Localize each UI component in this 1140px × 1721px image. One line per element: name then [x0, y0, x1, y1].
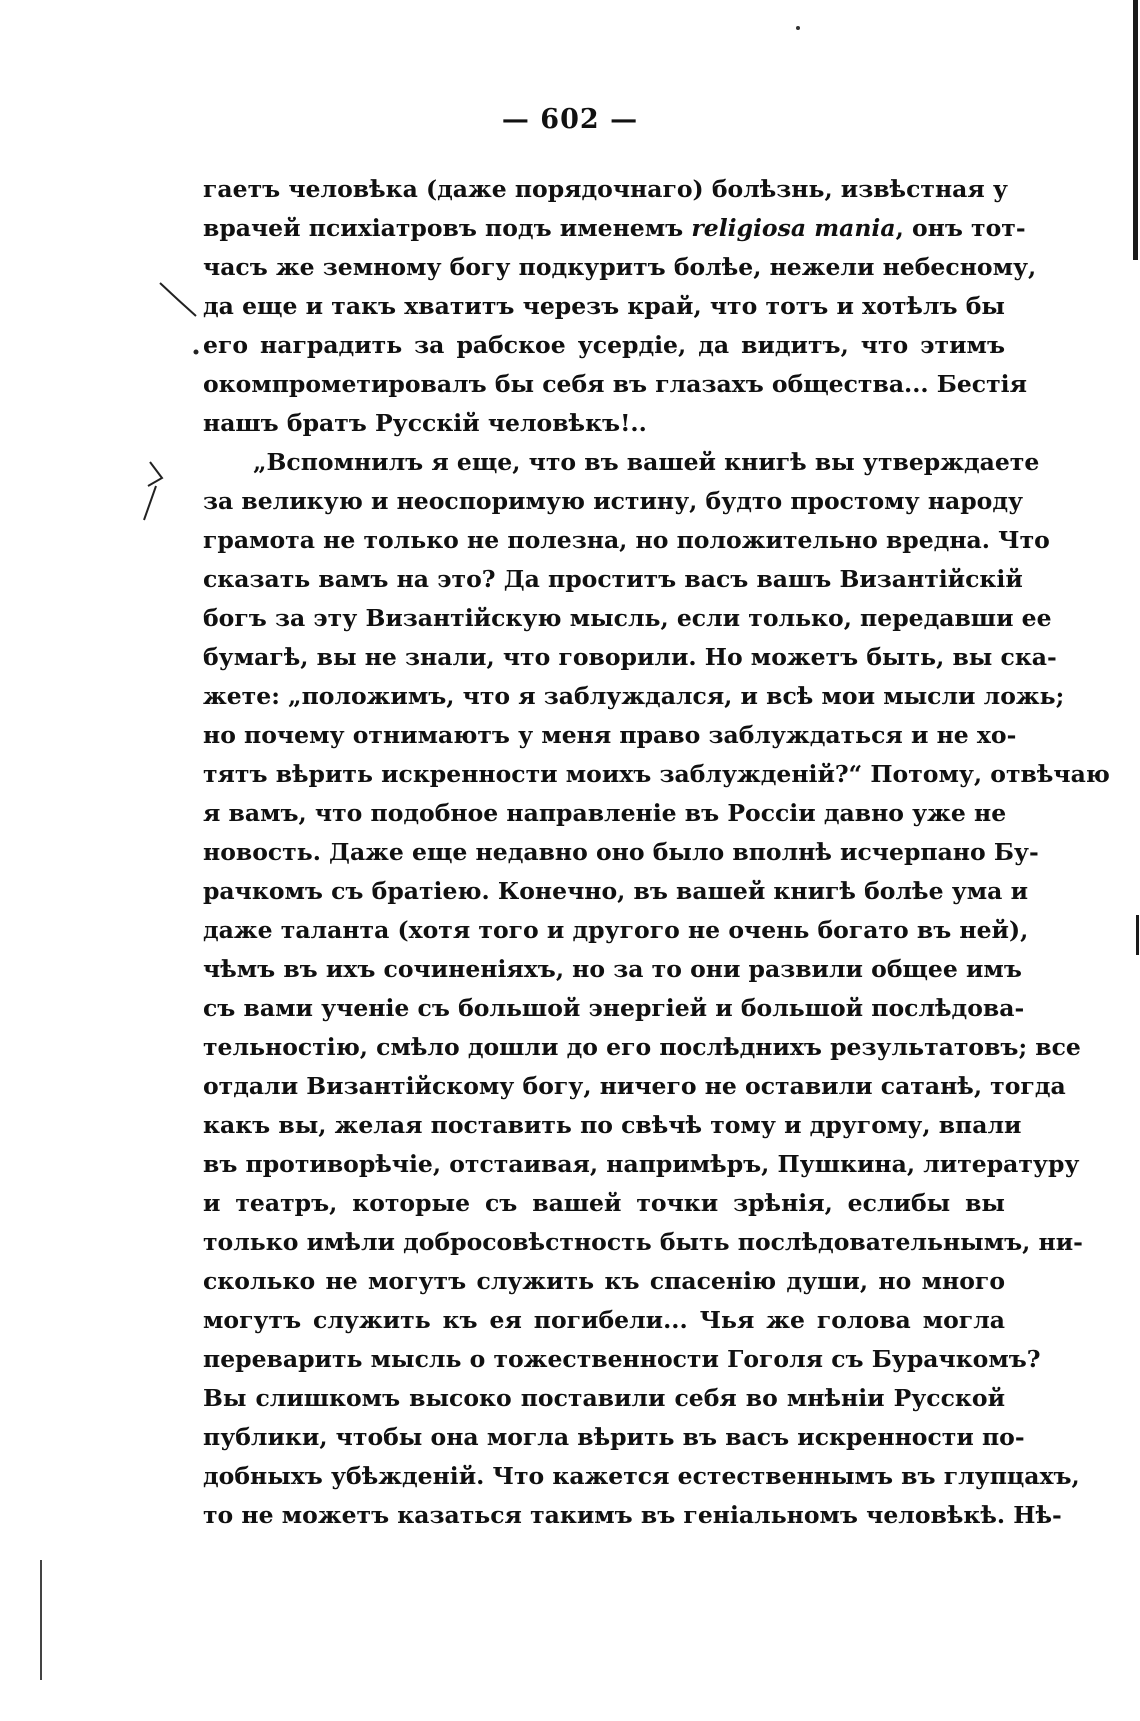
text-line: окомпрометировалъ бы себя въ глазахъ общества... Бестія: [203, 370, 1027, 398]
text-line: часъ же земному богу подкуритъ болѣе, нежели небесному,: [203, 253, 1037, 281]
text-line: Вы слишкомъ высоко поставили себя во мнѣніи Русской: [203, 1384, 1005, 1412]
text-line: рачкомъ съ братіею. Конечно, въ вашей книгѣ болѣе ума и: [203, 877, 1029, 905]
text-line: за великую и неоспоримую истину, будто простому народу: [203, 487, 1024, 515]
italic-term: religiosa mania: [691, 214, 896, 242]
top-dot: [796, 26, 800, 30]
text-line: добныхъ убѣжденій. Что кажется естественнымъ въ глупцахъ,: [203, 1462, 1080, 1490]
text-line: нашъ братъ Русскій человѣкъ!..: [203, 409, 647, 437]
text-line: гаетъ человѣка (даже порядочнаго) болѣзнь, извѣстная у: [203, 175, 1008, 203]
right-page-edge-mark: [1136, 915, 1139, 955]
margin-dot: [194, 350, 199, 355]
text-line: какъ вы, желая поставить по свѣчѣ тому и другому, впали: [203, 1111, 1022, 1139]
text-line: съ вами ученіе съ большой энергіей и большой послѣдова-: [203, 994, 1025, 1022]
left-page-edge: [40, 1560, 42, 1680]
text-line: сказать вамъ на это? Да проститъ васъ вашъ Византійскій: [203, 565, 1023, 593]
text-line: чѣмъ въ ихъ сочиненіяхъ, но за то они развили общее имъ: [203, 955, 1022, 983]
body-text: [203, 170, 1110, 1535]
text-span: врачей психіатровъ подъ именемъ: [203, 214, 684, 242]
text-line: жете: „положимъ, что я заблуждался, и всѣ мои мысли ложь;: [203, 682, 1065, 710]
text-line: тятъ вѣрить искренности моихъ заблужденій?“ Потому, отвѣчаю: [203, 760, 1110, 788]
text-line: богъ за эту Византійскую мысль, если только, передавши ее: [203, 604, 1052, 632]
text-line: публики, чтобы она могла вѣрить въ васъ искренности по-: [203, 1423, 1025, 1451]
text-line: грамота не только не полезна, но положительно вредна. Что: [203, 526, 1050, 554]
right-page-edge: [1133, 0, 1138, 260]
text-line: да еще и такъ хватитъ черезъ край, что тотъ и хотѣлъ бы: [203, 292, 1005, 320]
text-line: бумагѣ, вы не знали, что говорили. Но можетъ быть, вы ска-: [203, 643, 1057, 671]
page-number: — 602 —: [501, 104, 639, 135]
text-line: тельностію, смѣло дошли до его послѣднихъ результатовъ; все: [203, 1033, 1081, 1061]
text-line: я вамъ, что подобное направленіе въ Россіи давно уже не: [203, 799, 1007, 827]
paragraph-start: „Вспомнилъ я еще, что въ вашей книгѣ вы утверждаете: [253, 448, 1040, 476]
margin-mark-arrow-a: [148, 462, 162, 486]
text-line: но почему отнимаютъ у меня право заблуждаться и не хо-: [203, 721, 1017, 749]
text-line: даже таланта (хотя того и другого не очень богато въ ней),: [203, 916, 1029, 944]
margin-mark-arrow-b: [144, 486, 156, 520]
margin-mark-upper: [160, 283, 196, 316]
text-line: его наградить за рабское усердіе, да видитъ, что этимъ: [203, 331, 1005, 359]
text-line: [203, 209, 1026, 248]
text-line: могутъ служить къ ея погибели... Чья же голова могла: [203, 1306, 1005, 1334]
text-line: то не можетъ казаться такимъ въ геніальномъ человѣкѣ. Нѣ-: [203, 1501, 1062, 1529]
text-line: только имѣли добросовѣстность быть послѣдовательнымъ, ни-: [203, 1228, 1083, 1256]
text-line: и театръ, которые съ вашей точки зрѣнія, еслибы вы: [203, 1189, 1005, 1217]
text-line: переварить мысль о тожественности Гоголя съ Бурачкомъ?: [203, 1345, 1041, 1373]
text-line: отдали Византійскому богу, ничего не оставили сатанѣ, тогда: [203, 1072, 1066, 1100]
text-line: въ противорѣчіе, отстаивая, напримѣръ, Пушкина, литературу: [203, 1150, 1080, 1178]
text-line: сколько не могутъ служить къ спасенію души, но много: [203, 1267, 1005, 1295]
text-line: новость. Даже еще недавно оно было вполнѣ исчерпано Бу-: [203, 838, 1039, 866]
text-span: , онъ тот-: [895, 214, 1026, 242]
